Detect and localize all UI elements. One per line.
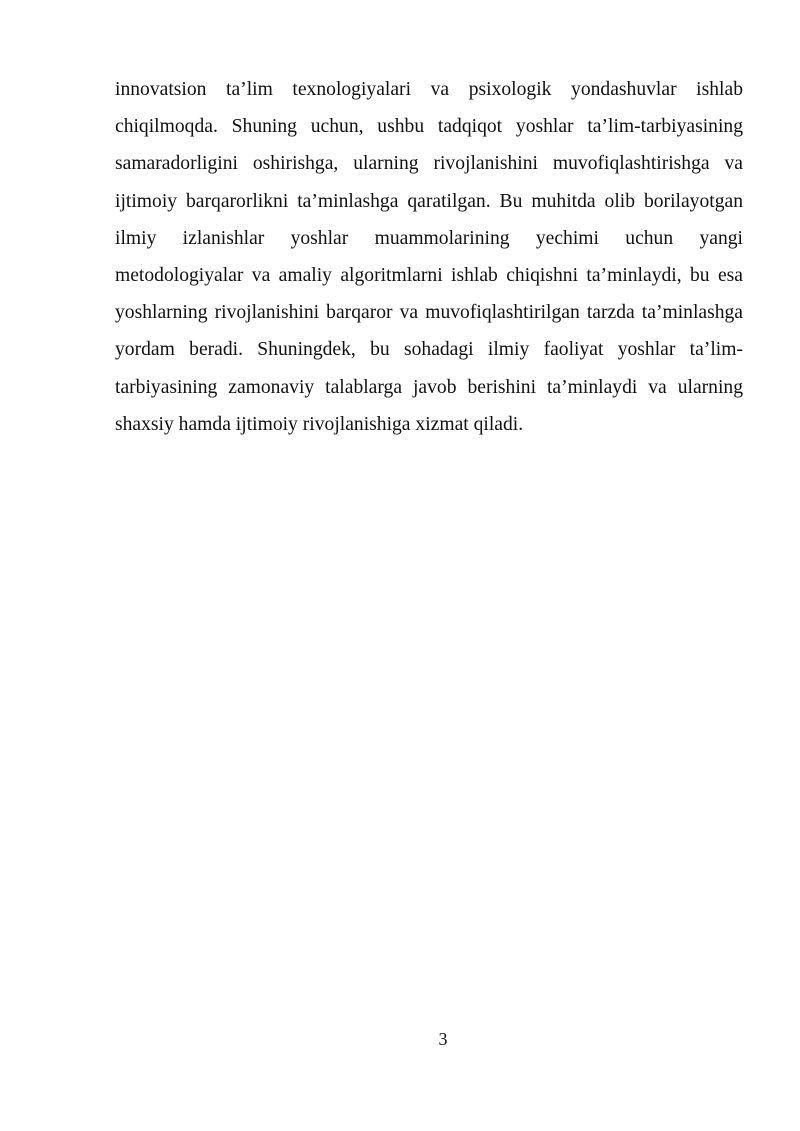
page-number: 3	[438, 1029, 448, 1049]
body-paragraph: innovatsion ta’lim texnologiyalari va psixologik yondashuvlar ishlab chiqilmoqda. Shuning uchun, ushbu tadqiqot yoshlar ta’lim-tarbiyasining samaradorligini oshirishga, ularning rivojlanishini muvofiqlashtirishga va ijtimoiy barqarorlikni ta’minlashga qaratilgan. Bu muhitda olib borilayotgan ilmiy izlanishlar yoshlar muammolarining yechimi uchun yangi metodologiyalar va amaliy algoritmlarni ishlab chiqishni ta’minlaydi, bu esa yoshlarning rivojlanishini barqaror va muvofiqlashtirilgan tarzda ta’minlashga yordam beradi. Shuningdek, bu sohadagi ilmiy faoliyat yoshlar ta’lim-tarbiyasining zamonaviy talablarga javob berishini ta’minlaydi va ularning shaxsiy hamda ijtimoiy rivojlanishiga xizmat qiladi.	[115, 79, 743, 435]
